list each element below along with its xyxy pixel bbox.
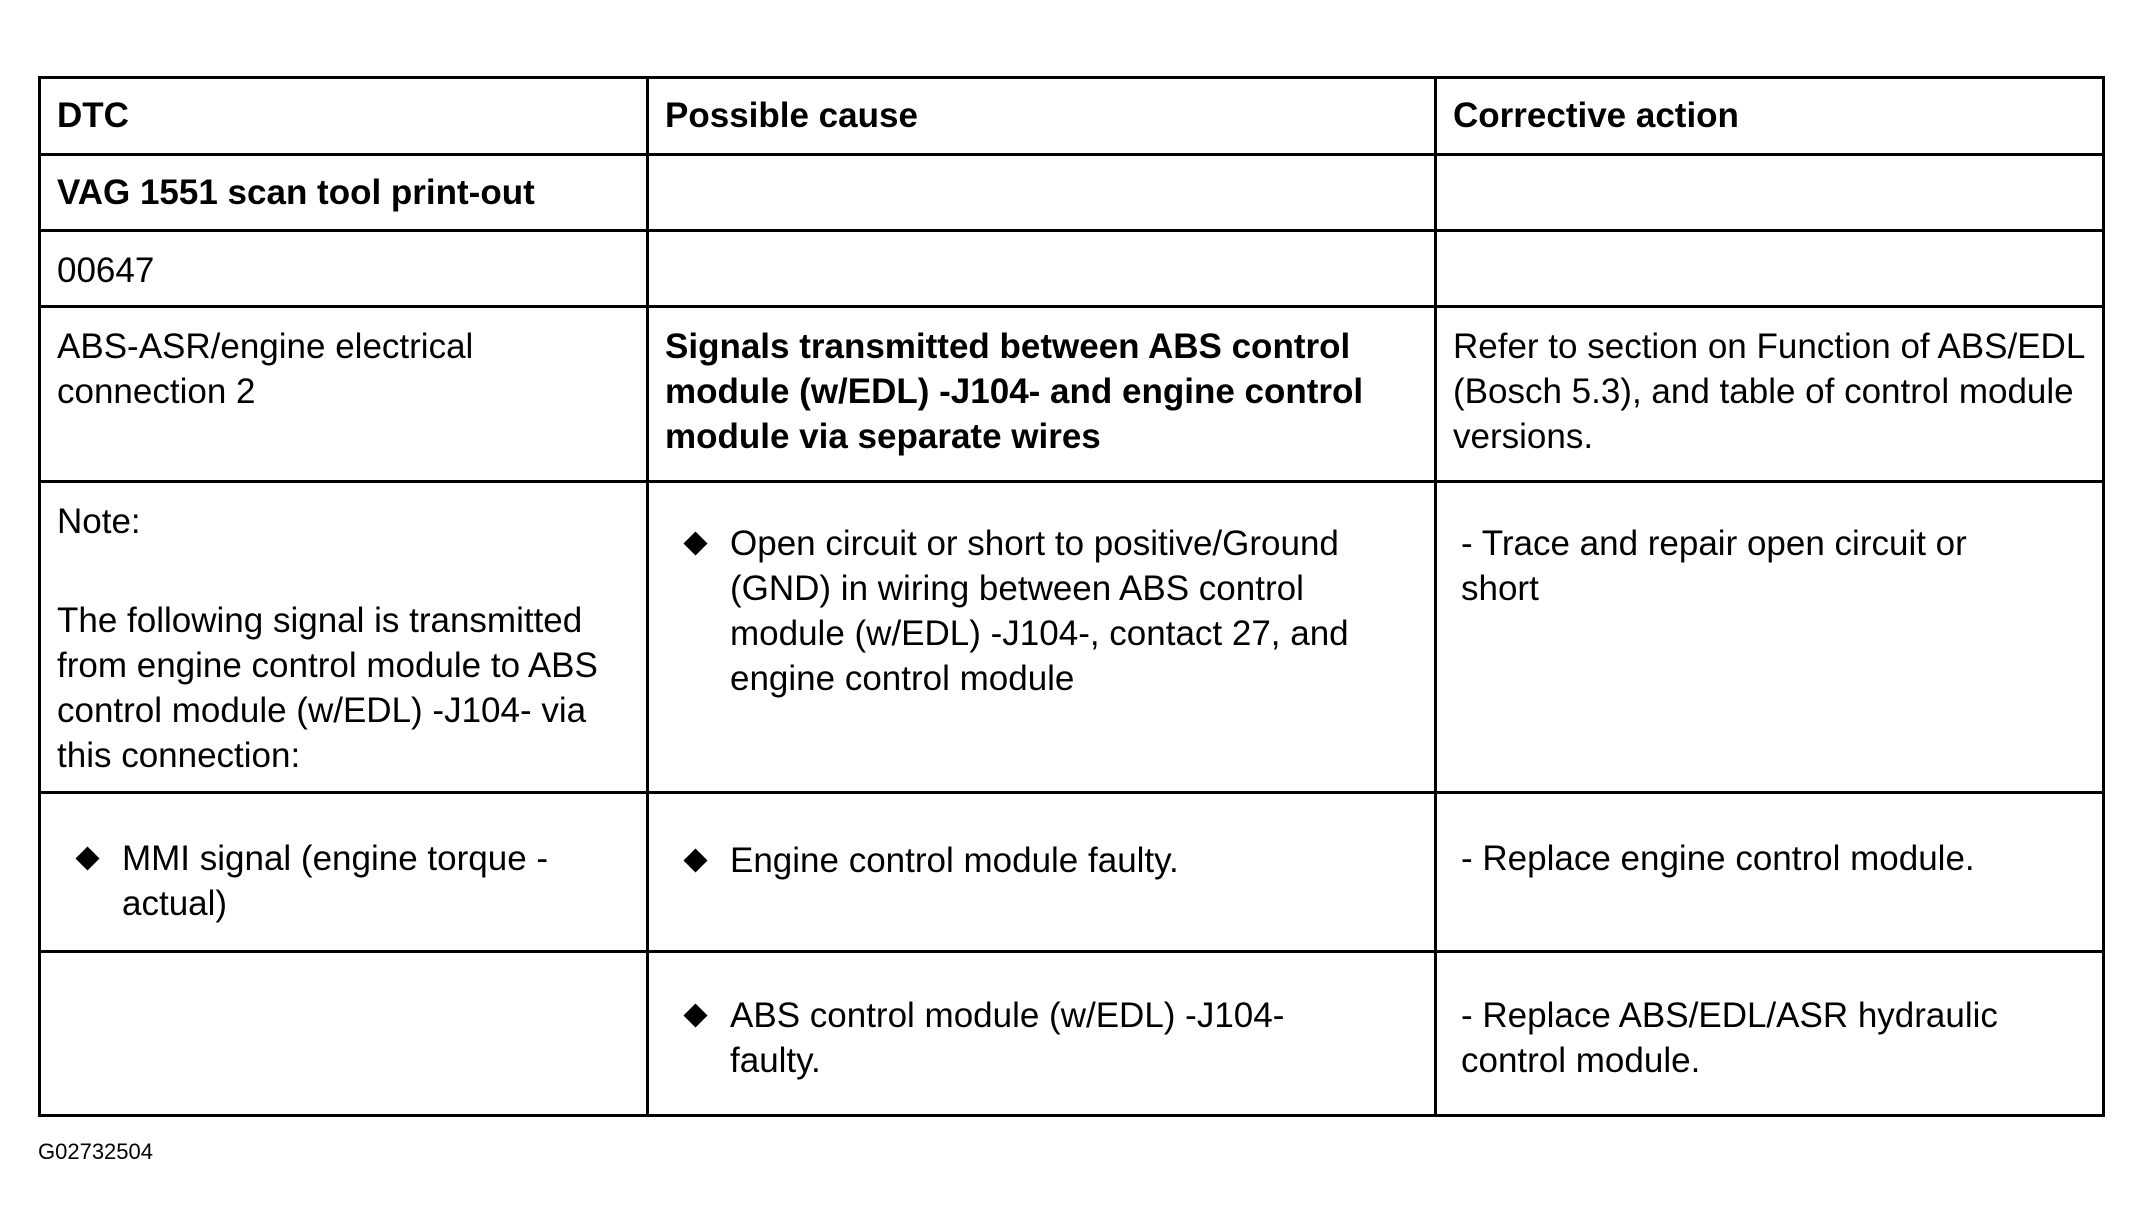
abs-module-faulty-cause: ABS control module (w/EDL) -J104- faulty. <box>730 996 1285 1080</box>
table-header-row <box>40 78 2104 155</box>
empty-cell <box>1436 155 2104 231</box>
signal-transmission-cause: Signals transmitted between ABS control module (w/EDL) -J104- and engine control module via separate wires <box>648 307 1436 482</box>
note-cell <box>40 482 648 793</box>
diamond-bullet-icon <box>75 846 99 870</box>
replace-ecm-action: - Replace engine control module. <box>1436 793 2104 952</box>
empty-cell <box>1436 231 2104 307</box>
table-row <box>40 307 2104 482</box>
empty-cell <box>648 155 1436 231</box>
diamond-bullet-icon <box>683 848 707 872</box>
dtc-description: ABS-ASR/engine electrical connection 2 <box>40 307 648 482</box>
table-row <box>40 482 2104 793</box>
bullet-item <box>687 521 1404 701</box>
trace-repair-action: - Trace and repair open circuit or short <box>1436 482 2104 793</box>
bullet-item <box>687 993 1354 1083</box>
dtc-table <box>38 76 2105 1117</box>
ecm-faulty-cell <box>648 793 1436 952</box>
figure-id: G02732504 <box>38 1139 153 1164</box>
function-reference-action: Refer to section on Function of ABS/EDL (Bosch 5.3), and table of control module versions. <box>1436 307 2104 482</box>
table-row <box>40 793 2104 952</box>
dtc-code: 00647 <box>40 231 648 307</box>
scan-tool-label: VAG 1551 scan tool print-out <box>40 155 648 231</box>
header-dtc: DTC <box>40 78 648 155</box>
replace-hydraulic-module-action: - Replace ABS/EDL/ASR hydraulic control module. <box>1436 952 2104 1116</box>
header-corrective-action: Corrective action <box>1436 78 2104 155</box>
table-row <box>40 231 2104 307</box>
empty-cell <box>648 231 1436 307</box>
ecm-faulty-cause: Engine control module faulty. <box>730 841 1179 880</box>
open-circuit-cause-cell <box>648 482 1436 793</box>
note-label: Note: <box>57 502 141 541</box>
abs-module-faulty-cell <box>648 952 1436 1116</box>
mmi-signal: MMI signal (engine torque - actual) <box>122 839 549 923</box>
mmi-signal-cell <box>40 793 648 952</box>
note-spacer <box>57 544 636 598</box>
bullet-item <box>79 836 606 926</box>
note-text: The following signal is transmitted from engine control module to ABS control module (w/EDL) -J104- via this connection: <box>57 601 598 775</box>
table-row <box>40 952 2104 1116</box>
empty-cell <box>40 952 648 1116</box>
table-row <box>40 155 2104 231</box>
diamond-bullet-icon <box>683 1003 707 1027</box>
open-circuit-cause: Open circuit or short to positive/Ground (GND) in wiring between ABS control module (w/EDL) -J104-, contact 27, and engine control module <box>730 524 1349 698</box>
header-possible-cause: Possible cause <box>648 78 1436 155</box>
bullet-item <box>687 838 1418 883</box>
diamond-bullet-icon <box>683 531 707 555</box>
